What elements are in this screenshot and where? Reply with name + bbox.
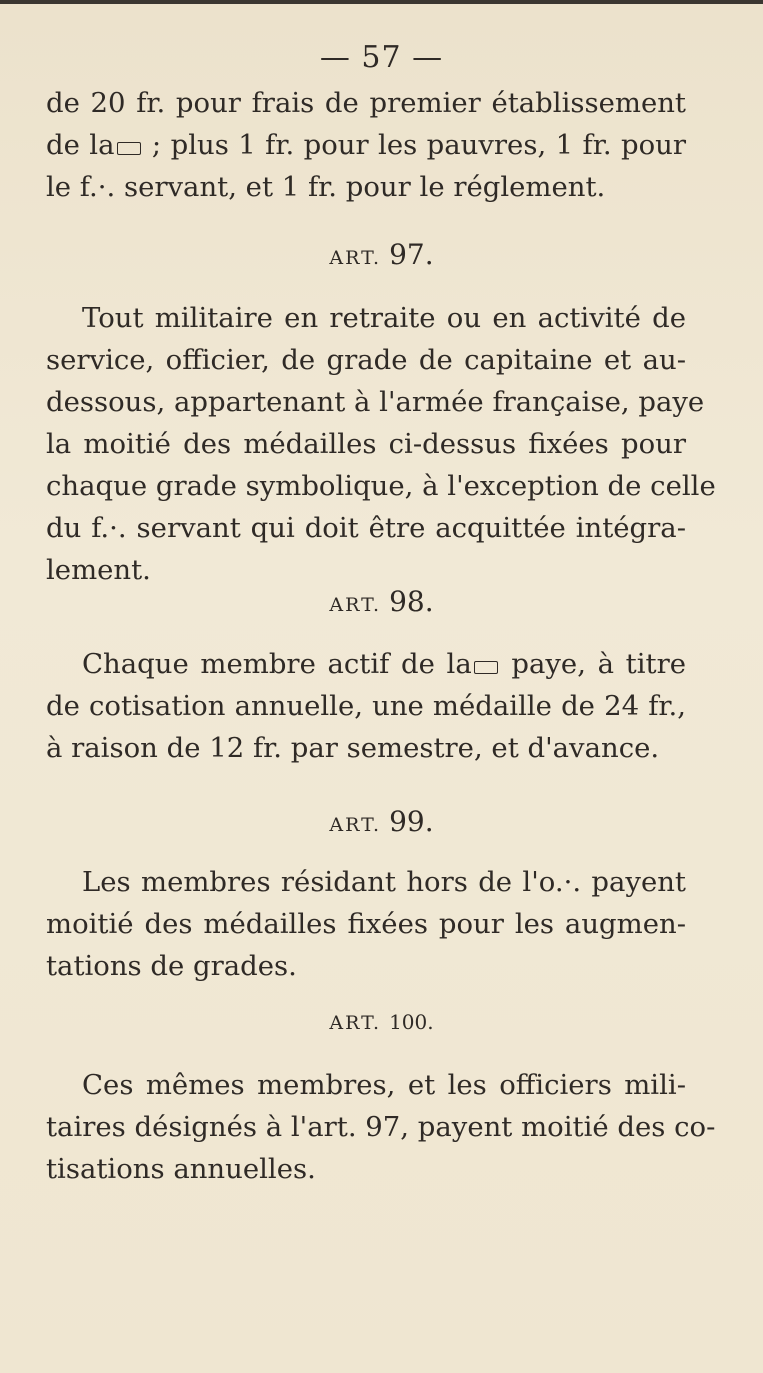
article-100-body bbox=[46, 1064, 716, 1190]
text-line: à raison de 12 fr. par semestre, et d'avance. bbox=[46, 732, 660, 764]
text-line: chaque grade symbolique, à l'exception de celle bbox=[46, 470, 716, 502]
text-fragment: de la bbox=[46, 129, 115, 161]
text-line: moitié des médailles fixées pour les augmen- bbox=[46, 908, 686, 940]
lodge-symbol-icon bbox=[117, 142, 141, 155]
text-line: tations de grades. bbox=[46, 950, 297, 982]
text-fragment: ; plus 1 fr. pour les pauvres, 1 fr. pour bbox=[142, 129, 686, 161]
article-heading bbox=[0, 1010, 763, 1034]
article-prefix: ART. bbox=[329, 814, 382, 836]
article-number: 99. bbox=[389, 805, 434, 838]
article-99-body bbox=[46, 861, 686, 987]
page-number: — 57 — bbox=[319, 40, 444, 75]
text-fragment: Chaque membre actif de la bbox=[82, 648, 472, 680]
text-line bbox=[46, 129, 686, 161]
article-heading bbox=[0, 805, 763, 838]
article-prefix: ART. bbox=[329, 1012, 382, 1034]
lodge-symbol-icon bbox=[474, 661, 498, 674]
article-heading bbox=[0, 238, 763, 271]
text-line: tisations annuelles. bbox=[46, 1153, 316, 1185]
text-line bbox=[82, 648, 686, 680]
text-line-with-lodge-symbol bbox=[46, 643, 686, 685]
page-top-edge bbox=[0, 0, 763, 4]
paragraph-intro bbox=[46, 82, 686, 208]
article-prefix: ART. bbox=[329, 247, 382, 269]
text-line: Tout militaire en retraite ou en activité de bbox=[82, 302, 686, 334]
article-number: 97. bbox=[389, 238, 434, 271]
article-prefix: ART. bbox=[329, 594, 382, 616]
text-line: de 20 fr. pour frais de premier établissement bbox=[46, 87, 686, 119]
text-line: taires désignés à l'art. 97, payent moitié des co- bbox=[46, 1111, 716, 1143]
article-97-body bbox=[46, 297, 716, 591]
text-line: la moitié des médailles ci-dessus fixées pour bbox=[46, 428, 686, 460]
text-line: dessous, appartenant à l'armée française, paye bbox=[46, 386, 705, 418]
article-98-body bbox=[46, 643, 686, 769]
text-line: lement. bbox=[46, 554, 151, 586]
text-line: Les membres résidant hors de l'o.·. payent bbox=[82, 866, 686, 898]
text-line: service, officier, de grade de capitaine et au- bbox=[46, 344, 686, 376]
text-line-with-lodge-symbol bbox=[46, 124, 686, 166]
text-line: Ces mêmes membres, et les officiers mili- bbox=[82, 1069, 686, 1101]
text-line: le f.·. servant, et 1 fr. pour le réglement. bbox=[46, 171, 606, 203]
text-line: du f.·. servant qui doit être acquittée intégra- bbox=[46, 512, 686, 544]
article-number: 98. bbox=[389, 585, 434, 618]
text-line: de cotisation annuelle, une médaille de 24 fr., bbox=[46, 690, 686, 722]
article-heading bbox=[0, 585, 763, 618]
article-number: 100. bbox=[389, 1010, 434, 1034]
text-fragment: paye, à titre bbox=[499, 648, 686, 680]
